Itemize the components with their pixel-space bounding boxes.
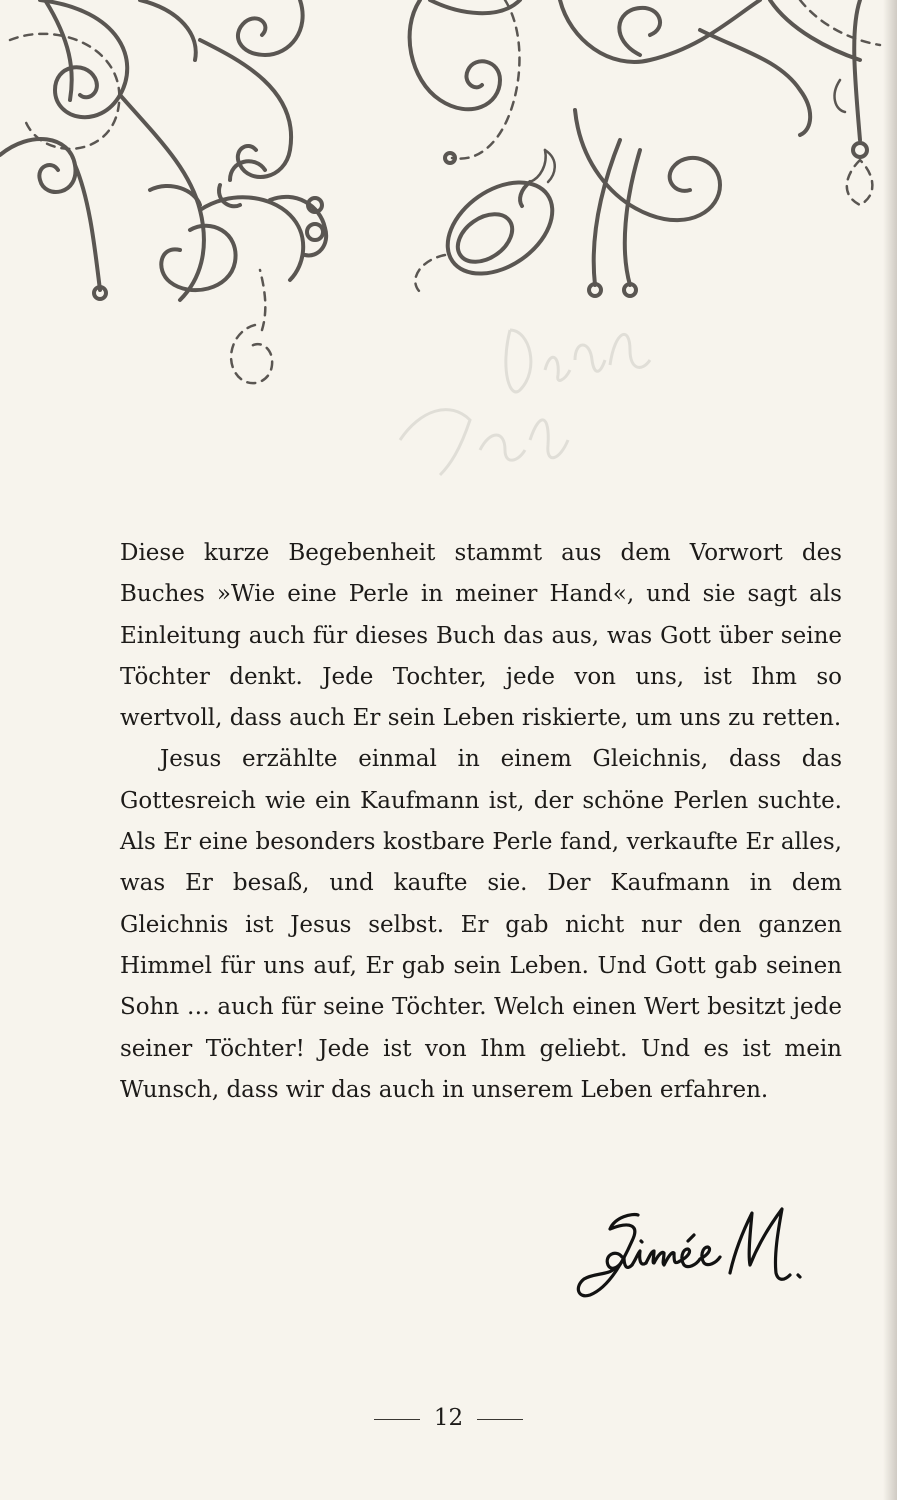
signature-icon (570, 1195, 820, 1305)
paragraph-intro: Diese kurze Begebenheit stammt aus dem Vorwort des Buches »Wie eine Perle in meiner Hand«, und sie sagt als Einleitung auch für dieses Buch das aus, was Gott über seine Töchter denkt. Jede Tochter, jede von uns, ist Ihm so wertvoll, dass auch Er sein Leben riskierte, um uns zu retten. (120, 540, 842, 732)
page-number: 12 (433, 1405, 464, 1431)
folio-rule-left (374, 1419, 420, 1420)
folio-rule-right (477, 1419, 523, 1420)
body-text (120, 533, 842, 1111)
page-edge-shadow (883, 0, 897, 1500)
show-through-handwriting-icon (360, 290, 720, 490)
page-number-footer (0, 1405, 897, 1431)
paragraph-parable: Jesus erzählte einmal in einem Gleichnis, dass das Gottesreich wie ein Kaufmann ist, der schöne Perlen suchte. Als Er eine besonders kostbare Perle fand, verkaufte Er alles, was Er besaß, und kaufte sie. Der Kaufmann in dem Gleichnis ist Jesus selbst. Er gab nicht nur den ganzen Himmel für uns auf, Er gab sein Leben. Und Gott gab seinen Sohn … auch für seine Töchter. Welch einen Wert besitzt jede seiner Töchter! Jede ist von Ihm geliebt. Und es ist mein Wunsch, dass wir das auch in unserem Leben erfahren. (120, 746, 842, 1103)
